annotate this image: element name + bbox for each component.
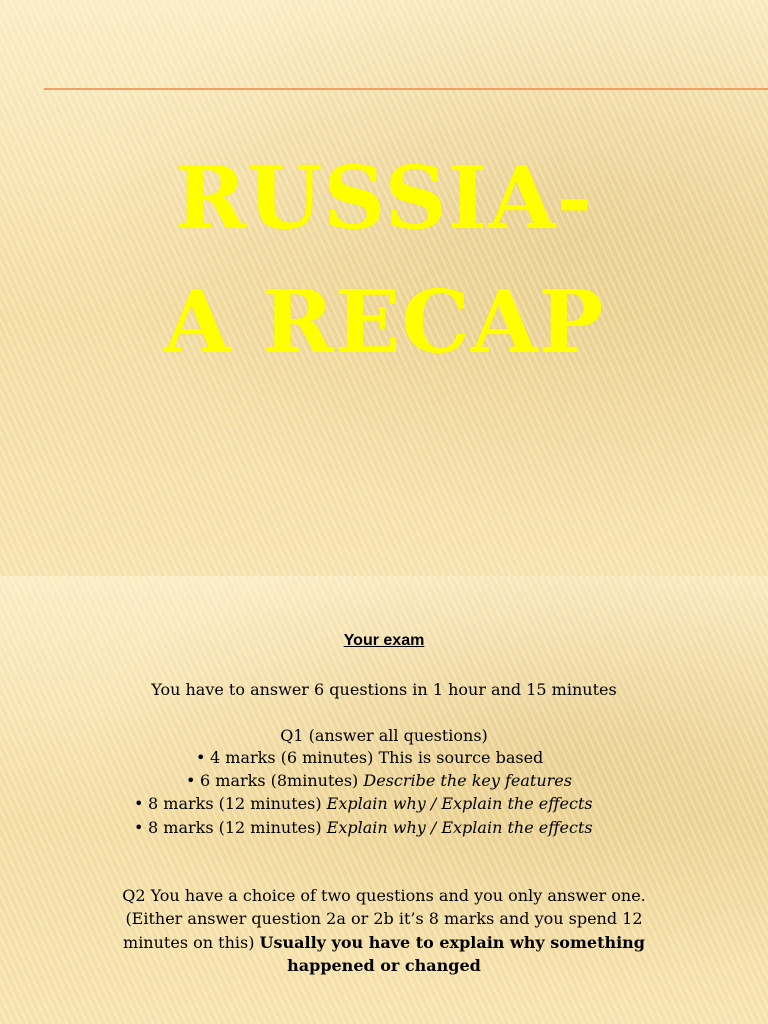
q1-bullet-1 — [196, 748, 543, 767]
q1-bullet-4 — [134, 818, 593, 837]
q2-line-4: happened or changed — [287, 956, 481, 975]
q1-bullet-3 — [134, 794, 593, 813]
bullet-emphasis: Explain why / Explain the effects — [326, 794, 593, 813]
q2-line-3 — [0, 933, 768, 952]
bullet-text: 6 marks (8minutes) — [200, 771, 364, 790]
exam-heading: Your exam — [343, 632, 425, 649]
q2-line-3-bold: Usually you have to explain why something — [259, 933, 645, 952]
slide-title-line-1: RUSSIA- — [174, 148, 594, 249]
q2-line-3-plain: minutes on this) — [123, 933, 260, 952]
bullet-text: 8 marks (12 minutes) — [148, 818, 327, 837]
bullet-emphasis: Describe the key features — [363, 771, 572, 790]
q1-label: Q1 (answer all questions) — [280, 726, 488, 745]
header-divider — [44, 88, 768, 90]
bullet-text: 4 marks (6 minutes) This is source based — [210, 748, 544, 767]
bullet-marker: • — [196, 748, 206, 767]
bullet-marker: • — [134, 794, 144, 813]
bullet-marker: • — [186, 771, 196, 790]
bullet-marker: • — [134, 818, 144, 837]
q2-line-2: (Either answer question 2a or 2b it’s 8 marks and you spend 12 — [125, 909, 643, 928]
exam-intro: You have to answer 6 questions in 1 hour and 15 minutes — [151, 680, 617, 699]
q1-bullet-2 — [186, 771, 572, 790]
exam-slide — [0, 576, 768, 1024]
slide-title-line-2: A RECAP — [163, 272, 605, 373]
bullet-emphasis: Explain why / Explain the effects — [326, 818, 593, 837]
q2-line-1: Q2 You have a choice of two questions and you only answer one. — [122, 886, 646, 905]
bullet-text: 8 marks (12 minutes) — [148, 794, 327, 813]
